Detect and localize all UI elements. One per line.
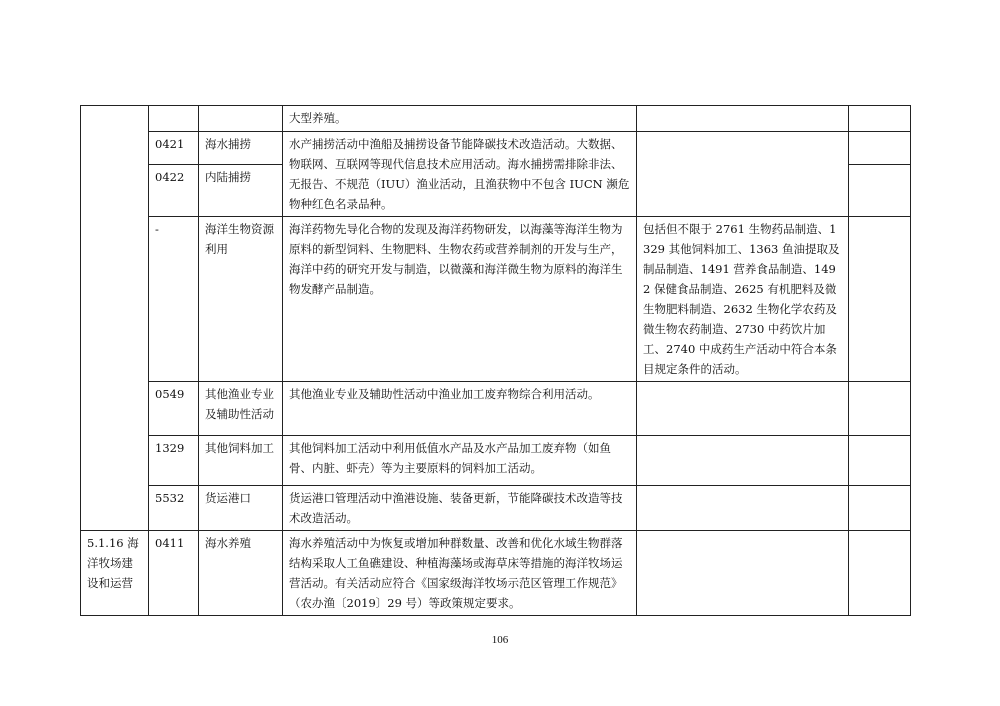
table-row xyxy=(81,382,911,436)
table-row xyxy=(81,436,911,486)
table-row xyxy=(81,132,911,165)
description-cell: 货运港口管理活动中渔港设施、装备更新，节能降碳技术改造等技术改造活动。 xyxy=(283,486,637,531)
table-row xyxy=(81,531,911,616)
name-cell xyxy=(199,106,283,132)
table-row xyxy=(81,106,911,132)
note-cell xyxy=(849,132,911,165)
table-row xyxy=(81,217,911,382)
section-cell xyxy=(81,106,149,531)
note-cell xyxy=(849,436,911,486)
scope-cell xyxy=(637,106,849,132)
page-number: 106 xyxy=(491,634,509,646)
description-cell: 其他饲料加工活动中利用低值水产品及水产品加工废弃物（如鱼骨、内脏、虾壳）等为主要原料的饲料加工活动。 xyxy=(283,436,637,486)
name-cell: 其他渔业专业及辅助性活动 xyxy=(199,382,283,436)
code-cell: - xyxy=(149,217,199,382)
code-cell: 1329 xyxy=(149,436,199,486)
description-cell: 大型养殖。 xyxy=(283,106,637,132)
document-table-container xyxy=(80,105,910,616)
code-cell: 0421 xyxy=(149,132,199,165)
name-cell: 内陆捕捞 xyxy=(199,165,283,217)
name-cell: 海洋生物资源利用 xyxy=(199,217,283,382)
name-cell: 货运港口 xyxy=(199,486,283,531)
description-cell: 其他渔业专业及辅助性活动中渔业加工废弃物综合利用活动。 xyxy=(283,382,637,436)
code-cell xyxy=(149,106,199,132)
industry-classification-table xyxy=(80,105,911,616)
description-cell: 海水养殖活动中为恢复或增加种群数量、改善和优化水域生物群落结构采取人工鱼礁建设、种植海藻场或海草床等措施的海洋牧场运营活动。有关活动应符合《国家级海洋牧场示范区管理工作规范》（农办渔〔2019〕29 号）等政策规定要求。 xyxy=(283,531,637,616)
scope-cell xyxy=(637,436,849,486)
code-cell: 0549 xyxy=(149,382,199,436)
note-cell xyxy=(849,106,911,132)
scope-cell: 包括但不限于 2761 生物药品制造、1329 其他饲料加工、1363 鱼油提取及制品制造、1491 营养食品制造、1492 保健食品制造、2625 有机肥料及微生物肥料制造、2632 生物化学农药及微生物农药制造、2730 中药饮片加工、2740 中成药生产活动中符合本条目规定条件的活动。 xyxy=(637,217,849,382)
scope-cell xyxy=(637,132,849,217)
note-cell xyxy=(849,382,911,436)
scope-cell xyxy=(637,382,849,436)
note-cell xyxy=(849,531,911,616)
name-cell: 海水捕捞 xyxy=(199,132,283,165)
description-cell: 海洋药物先导化合物的发现及海洋药物研发，以海藻等海洋生物为原料的新型饲料、生物肥料、生物农药或营养制剂的开发与生产，海洋中药的研究开发与制造，以微藻和海洋微生物为原料的海洋生物发酵产品制造。 xyxy=(283,217,637,382)
note-cell xyxy=(849,217,911,382)
name-cell: 海水养殖 xyxy=(199,531,283,616)
code-cell: 0411 xyxy=(149,531,199,616)
scope-cell xyxy=(637,486,849,531)
table-row xyxy=(81,486,911,531)
name-cell: 其他饲料加工 xyxy=(199,436,283,486)
note-cell xyxy=(849,486,911,531)
section-cell: 5.1.16 海洋牧场建设和运营 xyxy=(81,531,149,616)
code-cell: 5532 xyxy=(149,486,199,531)
description-cell: 水产捕捞活动中渔船及捕捞设备节能降碳技术改造活动。大数据、物联网、互联网等现代信息技术应用活动。海水捕捞需排除非法、无报告、不规范（IUU）渔业活动，且渔获物中不包含 IUCN 濒危物种红色名录品种。 xyxy=(283,132,637,217)
note-cell xyxy=(849,165,911,217)
code-cell: 0422 xyxy=(149,165,199,217)
scope-cell xyxy=(637,531,849,616)
